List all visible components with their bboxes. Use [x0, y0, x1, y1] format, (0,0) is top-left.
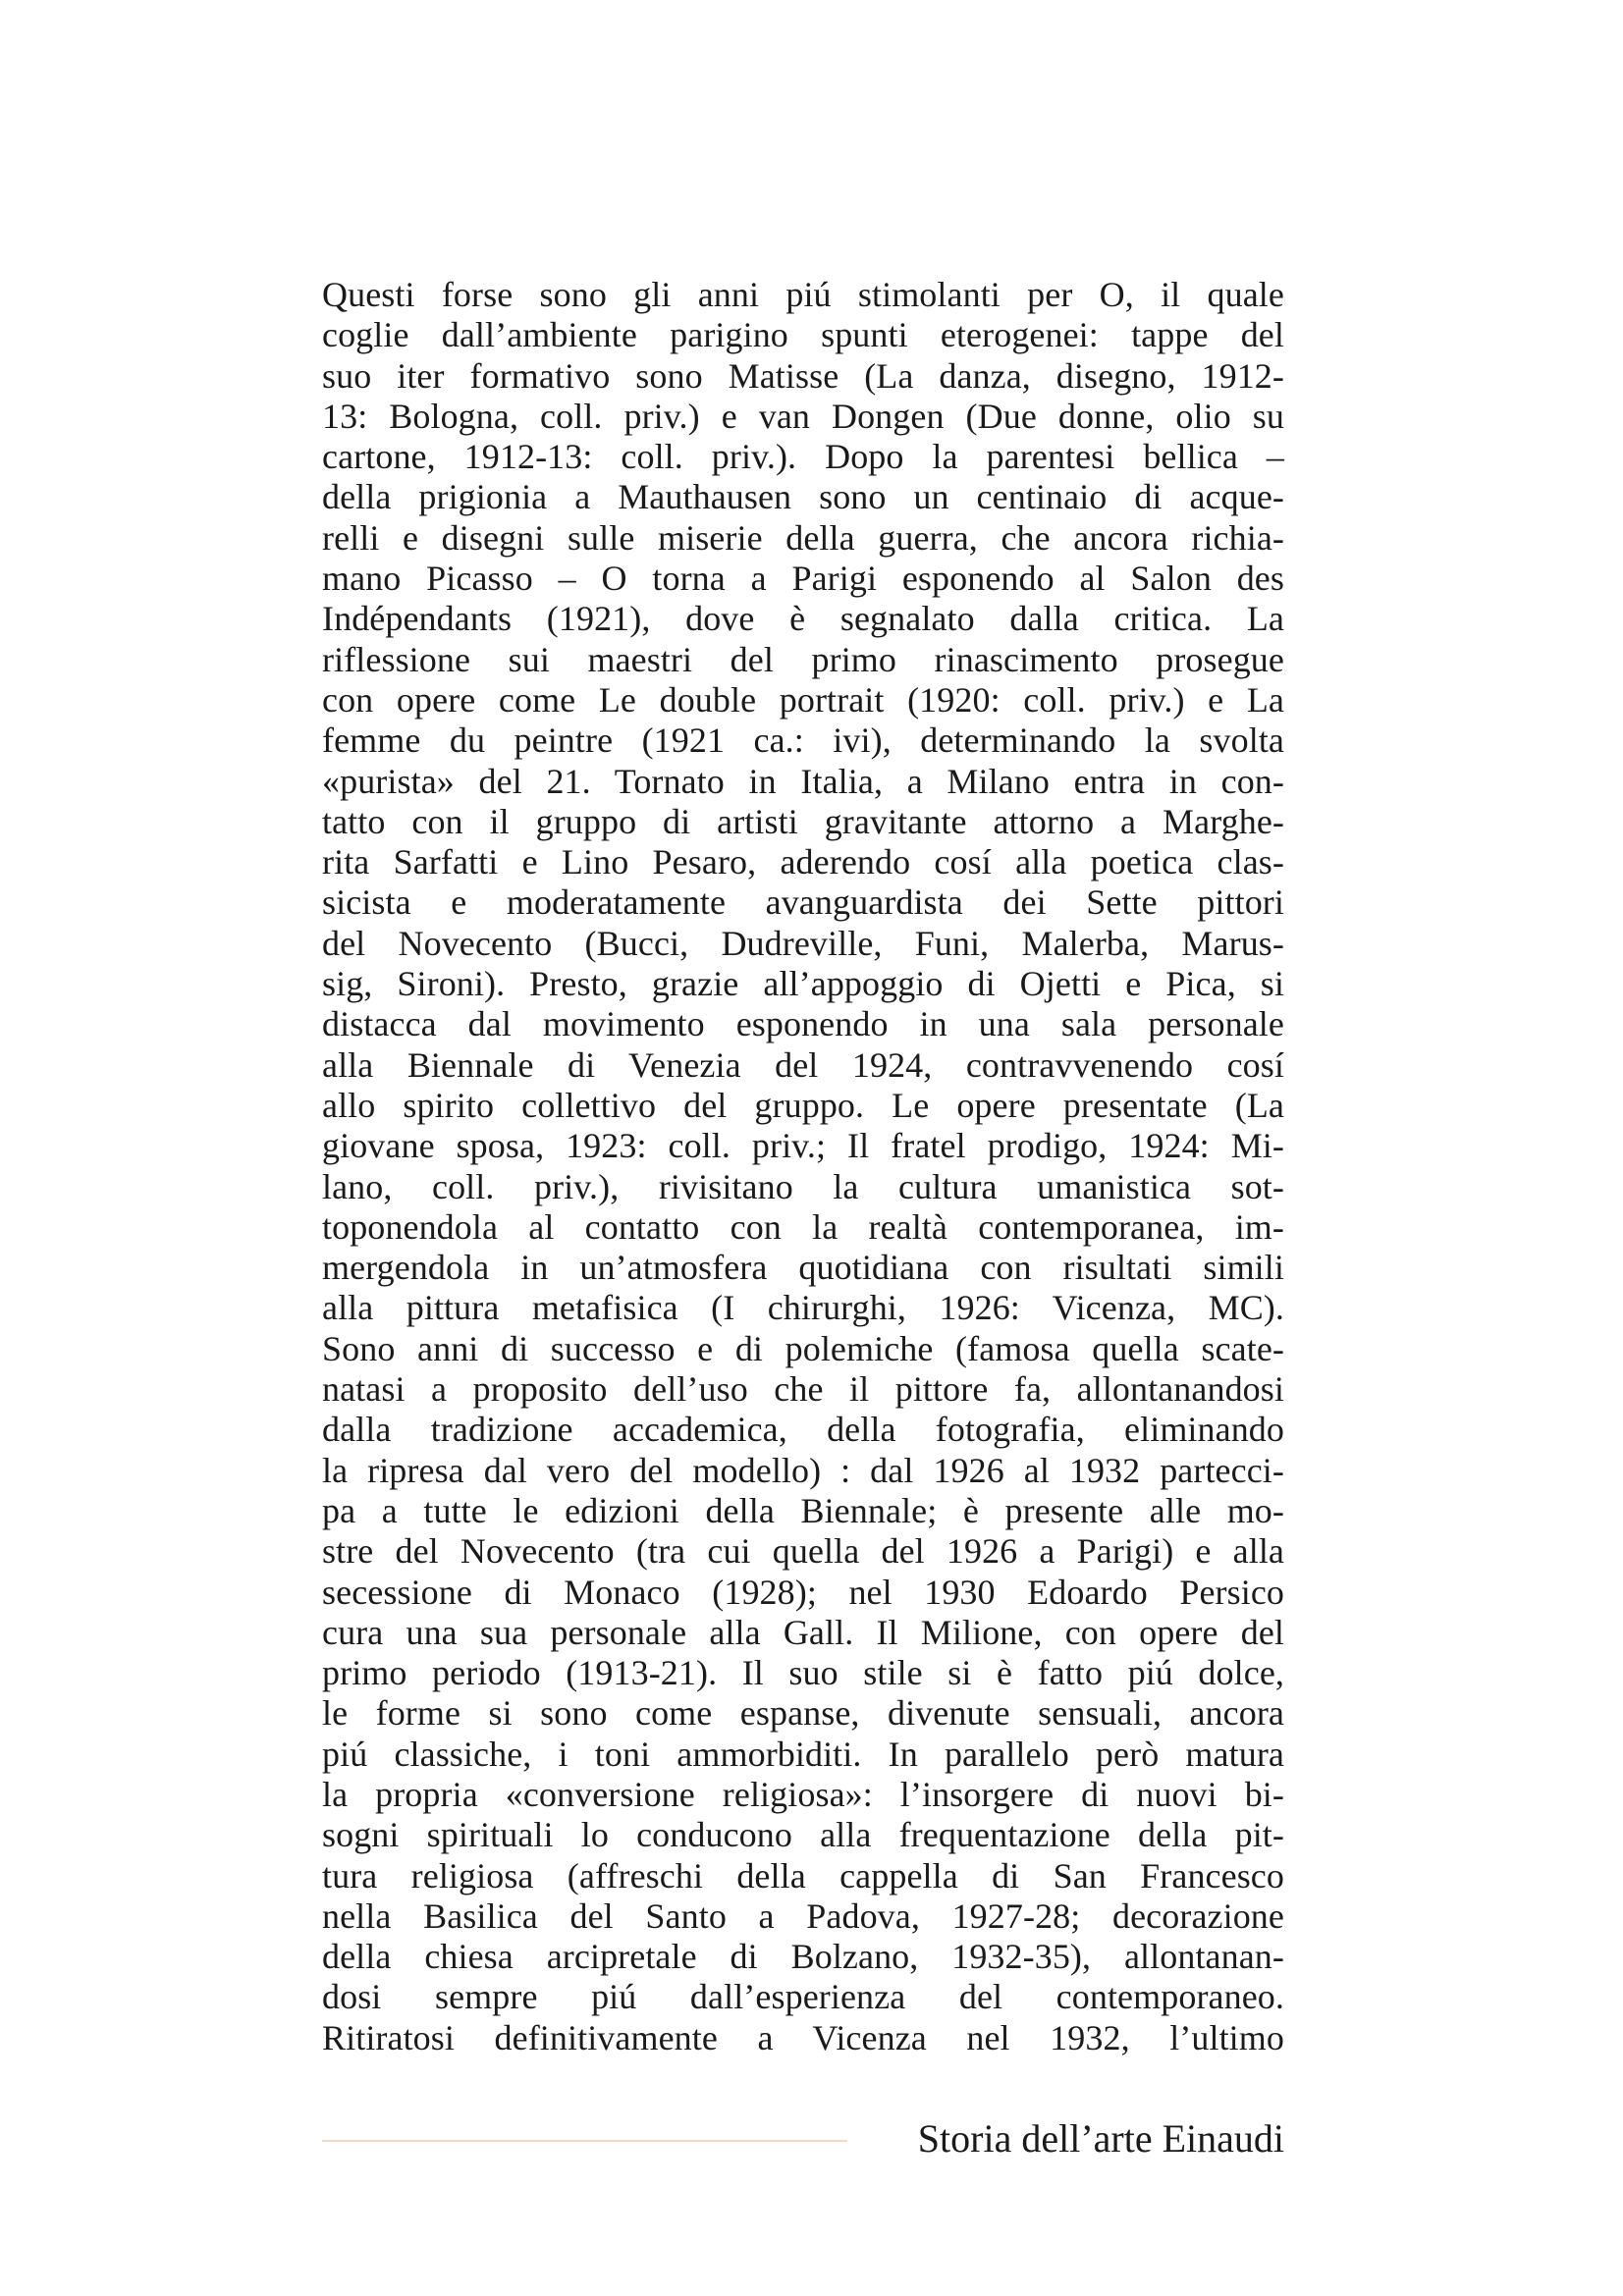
- text-line: stre del Novecento (tra cui quella del 1926 a Parigi) e alla: [322, 1531, 1284, 1572]
- text-line: allo spirito collettivo del gruppo. Le opere presentate (La: [322, 1085, 1284, 1125]
- text-line: mano Picasso – O torna a Parigi esponendo al Salon des: [322, 559, 1284, 599]
- text-line: rita Sarfatti e Lino Pesaro, aderendo cosí alla poetica clas-: [322, 842, 1284, 882]
- text-line: dalla tradizione accademica, della fotografia, eliminando: [322, 1410, 1284, 1450]
- text-line: Sono anni di successo e di polemiche (famosa quella scate-: [322, 1328, 1284, 1368]
- text-line: natasi a proposito dell’uso che il pittore fa, allontanandosi: [322, 1369, 1284, 1410]
- text-line: tatto con il gruppo di artisti gravitante attorno a Marghe-: [322, 801, 1284, 841]
- text-line: Indépendants (1921), dove è segnalato dalla critica. La: [322, 599, 1284, 639]
- text-line: piú classiche, i toni ammorbiditi. In parallelo però matura: [322, 1734, 1284, 1774]
- text-line: tura religiosa (affreschi della cappella di San Francesco: [322, 1855, 1284, 1896]
- text-line: alla pittura metafisica (I chirurghi, 1926: Vicenza, MC).: [322, 1288, 1284, 1328]
- text-line: nella Basilica del Santo a Padova, 1927-28; decorazione: [322, 1896, 1284, 1936]
- page-footer: [322, 2110, 1284, 2169]
- footer-rule: [322, 2140, 847, 2142]
- text-line: Ritiratosi definitivamente a Vicenza nel 1932, l’ultimo: [322, 2017, 1284, 2057]
- text-line: sicista e moderatamente avanguardista dei Sette pittori: [322, 882, 1284, 923]
- text-line: mergendola in un’atmosfera quotidiana con risultati simili: [322, 1248, 1284, 1288]
- text-line: toponendola al contatto con la realtà contemporanea, im-: [322, 1206, 1284, 1247]
- text-line: riflessione sui maestri del primo rinascimento prosegue: [322, 639, 1284, 679]
- text-line: «purista» del 21. Tornato in Italia, a Milano entra in con-: [322, 761, 1284, 801]
- text-line: femme du peintre (1921 ca.: ivi), determinando la svolta: [322, 721, 1284, 761]
- text-line: distacca dal movimento esponendo in una sala personale: [322, 1004, 1284, 1044]
- text-line: le forme si sono come espanse, divenute sensuali, ancora: [322, 1693, 1284, 1734]
- text-line: della chiesa arcipretale di Bolzano, 1932-35), allontanan-: [322, 1937, 1284, 1977]
- text-line: 13: Bologna, coll. priv.) e van Dongen (Due donne, olio su: [322, 396, 1284, 436]
- text-line: Questi forse sono gli anni piú stimolanti per O, il quale: [322, 275, 1284, 314]
- text-line: la propria «conversione religiosa»: l’insorgere di nuovi bi-: [322, 1774, 1284, 1814]
- text-line: lano, coll. priv.), rivisitano la cultura umanistica sot-: [322, 1166, 1284, 1206]
- text-line: sig, Sironi). Presto, grazie all’appoggio di Ojetti e Pica, si: [322, 964, 1284, 1004]
- body-text: [322, 275, 1284, 2058]
- text-line: primo periodo (1913-21). Il suo stile si è fatto piú dolce,: [322, 1653, 1284, 1693]
- text-line: relli e disegni sulle miserie della guerra, che ancora richia-: [322, 517, 1284, 558]
- text-line: secessione di Monaco (1928); nel 1930 Edoardo Persico: [322, 1572, 1284, 1612]
- text-line: la ripresa dal vero del modello) : dal 1926 al 1932 partecci-: [322, 1450, 1284, 1490]
- text-line: sogni spirituali lo conducono alla frequentazione della pit-: [322, 1815, 1284, 1855]
- text-line: cartone, 1912-13: coll. priv.). Dopo la parentesi bellica –: [322, 437, 1284, 477]
- text-line: cura una sua personale alla Gall. Il Milione, con opere del: [322, 1612, 1284, 1652]
- text-line: della prigionia a Mauthausen sono un centinaio di acque-: [322, 477, 1284, 517]
- text-line: del Novecento (Bucci, Dudreville, Funi, Malerba, Marus-: [322, 923, 1284, 963]
- text-line: con opere come Le double portrait (1920: coll. priv.) e La: [322, 679, 1284, 720]
- text-line: alla Biennale di Venezia del 1924, contravvenendo cosí: [322, 1044, 1284, 1085]
- text-line: suo iter formativo sono Matisse (La danza, disegno, 1912-: [322, 355, 1284, 396]
- text-line: dosi sempre piú dall’esperienza del contemporaneo.: [322, 1977, 1284, 2017]
- text-line: coglie dall’ambiente parigino spunti eterogenei: tappe del: [322, 315, 1284, 355]
- footer-title: Storia dell’arte Einaudi: [917, 2116, 1284, 2161]
- text-line: pa a tutte le edizioni della Biennale; è presente alle mo-: [322, 1490, 1284, 1530]
- text-line: giovane sposa, 1923: coll. priv.; Il fratel prodigo, 1924: Mi-: [322, 1126, 1284, 1166]
